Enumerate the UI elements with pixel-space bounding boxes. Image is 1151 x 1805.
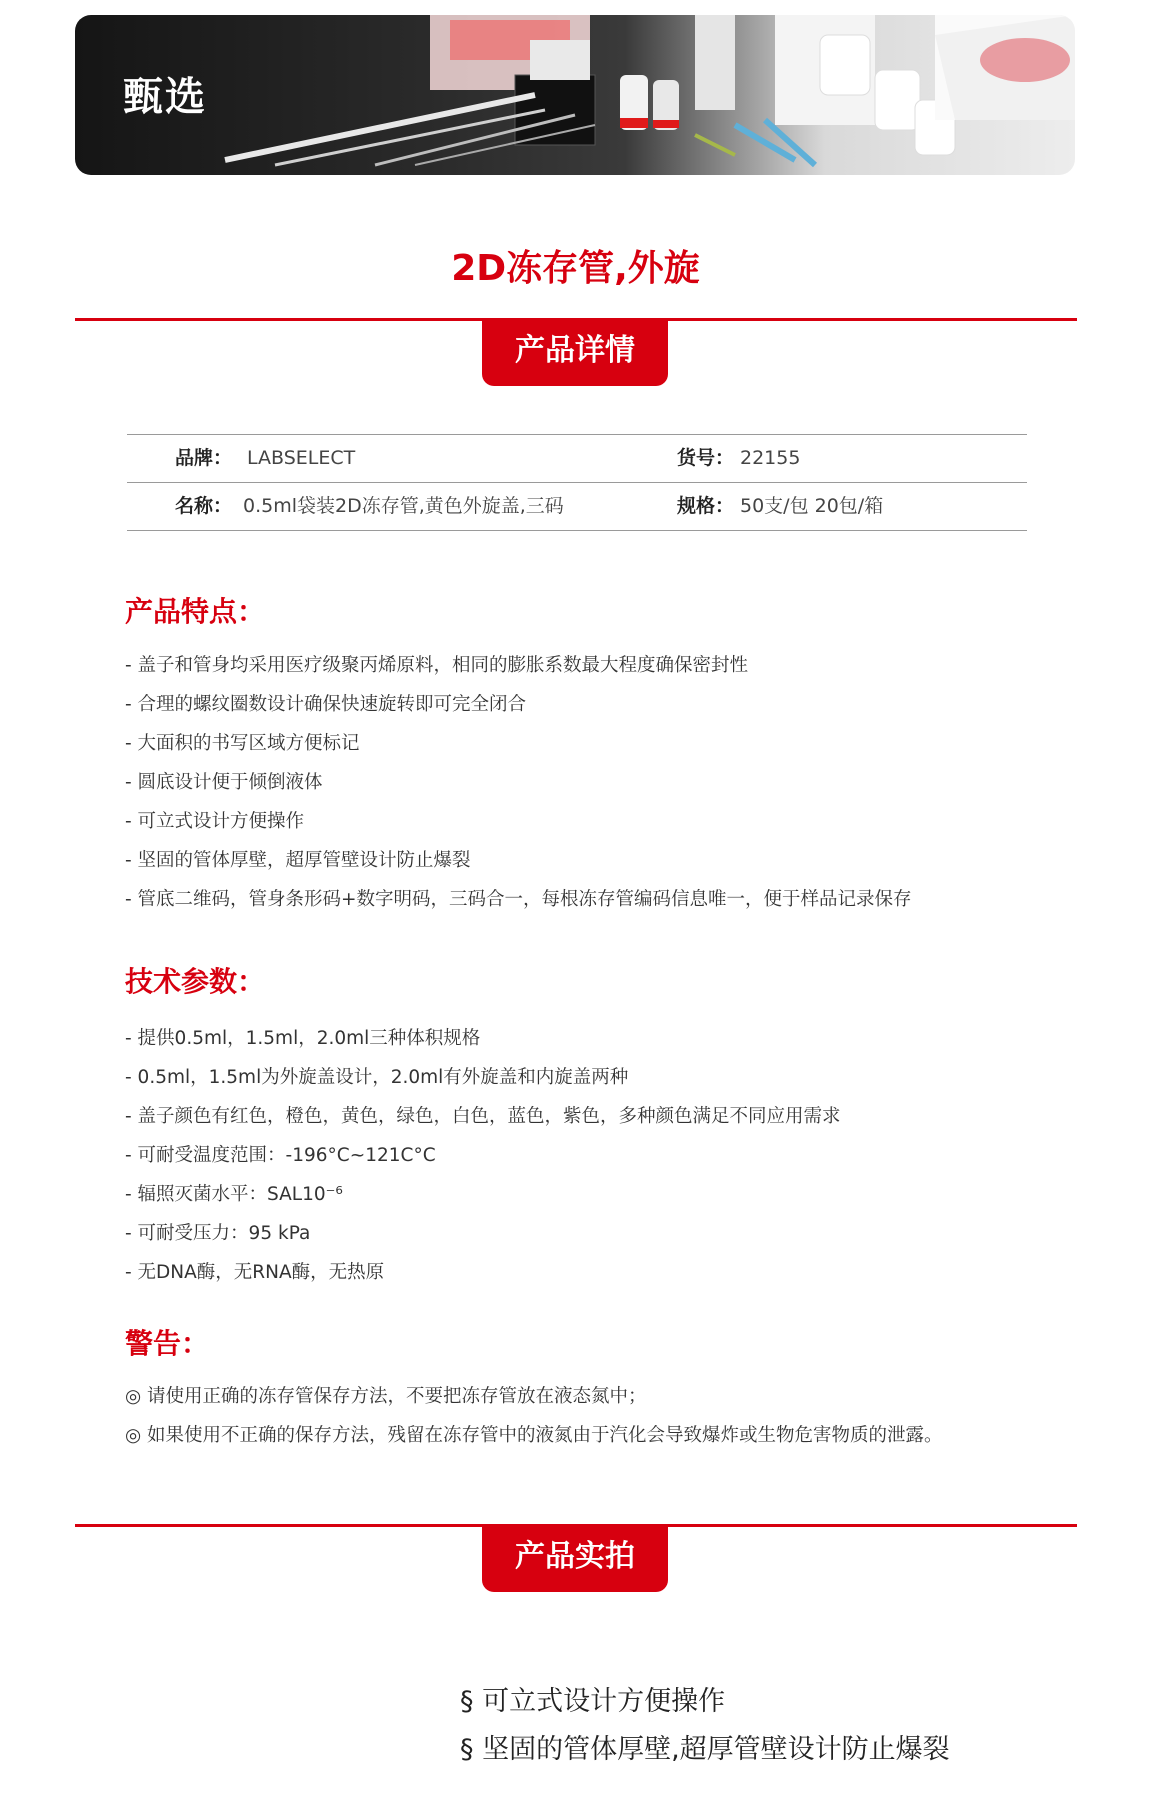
product-title: 2D冻存管,外旋 (451, 248, 700, 289)
brand-logo-text: 甄选 (123, 74, 207, 120)
details-section-tab: 产品详情 (482, 320, 668, 386)
technical-list (125, 1019, 841, 1292)
warning-list (125, 1377, 943, 1455)
brand-value: LABSELECT (247, 447, 356, 469)
lab-products-illustration (75, 15, 1075, 175)
caption-line: § 可立式设计方便操作 (460, 1686, 726, 1717)
warning-heading: 警告： (125, 1327, 210, 1360)
caption-line: § 坚固的管体厚壁,超厚管壁设计防止爆裂 (460, 1734, 950, 1765)
list-item: - 圆底设计便于倾倒液体 (125, 772, 323, 793)
list-item: - 提供0.5ml，1.5ml，2.0ml三种体积规格 (125, 1028, 481, 1049)
list-item: - 大面积的书写区域方便标记 (125, 733, 360, 754)
spec-row (127, 482, 1027, 531)
spec-table (127, 434, 1027, 531)
spec-value: 50支/包 20包/箱 (740, 495, 884, 517)
list-item: - 0.5ml，1.5ml为外旋盖设计，2.0ml有外旋盖和内旋盖两种 (125, 1067, 629, 1088)
features-list (125, 646, 912, 919)
features-heading: 产品特点： (125, 595, 266, 628)
photos-section-tab: 产品实拍 (482, 1526, 668, 1592)
list-item: - 可耐受压力：95 kPa (125, 1223, 311, 1244)
technical-heading: 技术参数： (125, 965, 266, 998)
spec-label: 规格： (677, 495, 735, 517)
sku-value: 22155 (740, 447, 801, 469)
list-item: ◎ 请使用正确的冻存管保存方法，不要把冻存管放在液态氮中； (125, 1386, 647, 1407)
hero-banner (75, 15, 1075, 175)
list-item: - 盖子颜色有红色，橙色，黄色，绿色，白色，蓝色，紫色，多种颜色满足不同应用需求 (125, 1106, 841, 1127)
list-item: - 管底二维码，管身条形码+数字明码，三码合一，每根冻存管编码信息唯一，便于样品记录保存 (125, 889, 912, 910)
photo-captions (460, 1678, 950, 1774)
list-item: - 坚固的管体厚壁，超厚管壁设计防止爆裂 (125, 850, 471, 871)
brand-label: 品牌： (175, 447, 233, 469)
list-item: - 可立式设计方便操作 (125, 811, 305, 832)
list-item: - 盖子和管身均采用医疗级聚丙烯原料，相同的膨胀系数最大程度确保密封性 (125, 655, 749, 676)
list-item: - 辐照灭菌水平：SAL10⁻⁶ (125, 1184, 343, 1205)
spec-row (127, 434, 1027, 482)
list-item: - 合理的螺纹圈数设计确保快速旋转即可完全闭合 (125, 694, 527, 715)
name-label: 名称： (175, 495, 233, 517)
list-item: - 无DNA酶，无RNA酶，无热原 (125, 1262, 385, 1283)
list-item: ◎ 如果使用不正确的保存方法，残留在冻存管中的液氮由于汽化会导致爆炸或生物危害物质的泄露。 (125, 1425, 943, 1446)
list-item: - 可耐受温度范围：-196°C~121C°C (125, 1145, 436, 1166)
sku-label: 货号： (677, 447, 735, 469)
name-value: 0.5ml袋装2D冻存管,黄色外旋盖,三码 (243, 495, 564, 517)
